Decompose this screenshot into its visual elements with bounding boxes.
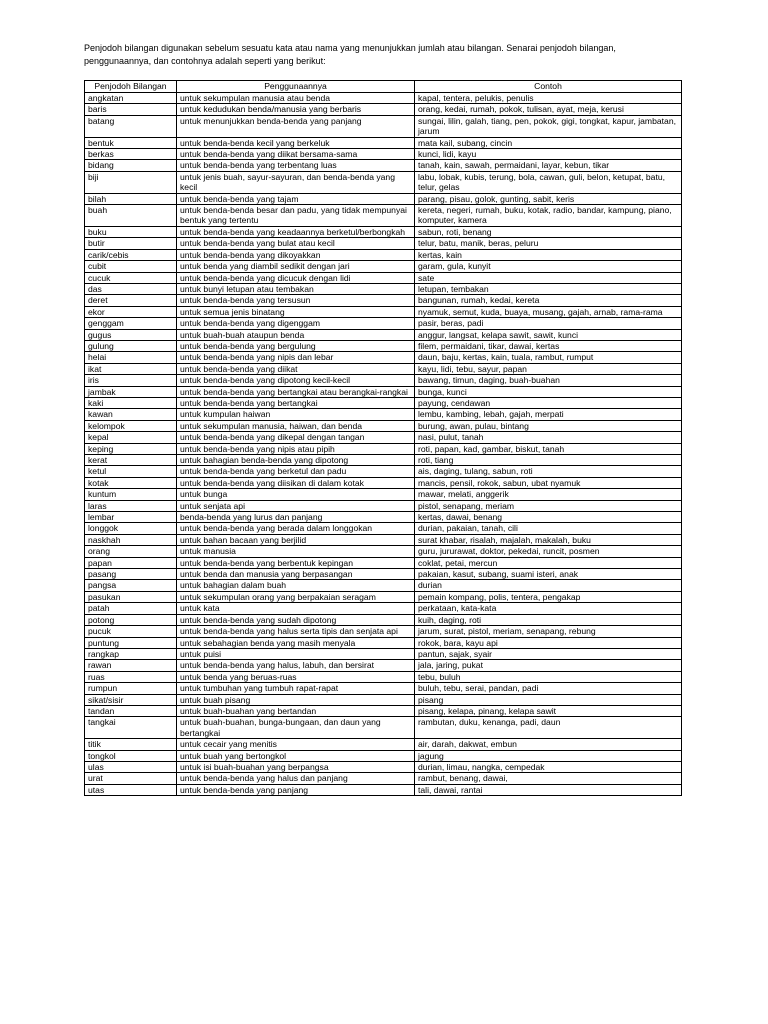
contoh-cell: mawar, melati, anggerik — [415, 489, 682, 500]
penjodoh-bilangan-cell: patah — [85, 603, 177, 614]
table-row — [85, 249, 682, 260]
penggunaannya-cell: untuk bahan bacaan yang berjilid — [177, 534, 415, 545]
penjodoh-bilangan-cell: kelompok — [85, 420, 177, 431]
contoh-cell: air, darah, dakwat, embun — [415, 739, 682, 750]
table-row — [85, 603, 682, 614]
table-row — [85, 352, 682, 363]
contoh-cell: sate — [415, 272, 682, 283]
contoh-cell: parang, pisau, golok, gunting, sabit, keris — [415, 193, 682, 204]
table-row — [85, 477, 682, 488]
penggunaannya-cell: untuk benda-benda yang berbentuk kepingan — [177, 557, 415, 568]
contoh-cell: jarum, surat, pistol, meriam, senapang, rebung — [415, 626, 682, 637]
penjodoh-bilangan-cell: carik/cebis — [85, 249, 177, 260]
penjodoh-bilangan-cell: ikat — [85, 363, 177, 374]
intro-paragraph: Penjodoh bilangan digunakan sebelum sesuatu kata atau nama yang menunjukkan jumlah atau bilangan. Senarai penjodoh bilangan, penggunaannya, dan contohnya adalah seperti yang berikut: — [84, 43, 616, 66]
penggunaannya-cell: untuk buah-buahan yang bertandan — [177, 705, 415, 716]
penjodoh-bilangan-cell: baris — [85, 104, 177, 115]
table-row — [85, 591, 682, 602]
table-row — [85, 569, 682, 580]
table-row — [85, 739, 682, 750]
penjodoh-bilangan-cell: bentuk — [85, 137, 177, 148]
table-row — [85, 432, 682, 443]
penggunaannya-cell: untuk benda-benda yang dikepal dengan tangan — [177, 432, 415, 443]
penjodoh-bilangan-cell: tandan — [85, 705, 177, 716]
penggunaannya-cell: untuk bahagian benda-benda yang dipotong — [177, 455, 415, 466]
contoh-cell: pakaian, kasut, subang, suami isteri, anak — [415, 569, 682, 580]
contoh-cell: anggur, langsat, kelapa sawit, sawit, kunci — [415, 329, 682, 340]
penjodoh-bilangan-cell: pasukan — [85, 591, 177, 602]
penjodoh-bilangan-cell: ketul — [85, 466, 177, 477]
contoh-cell: guru, jururawat, doktor, pekedai, runcit, posmen — [415, 546, 682, 557]
penjodoh-bilangan-cell: pasang — [85, 569, 177, 580]
penjodoh-bilangan-cell: kawan — [85, 409, 177, 420]
contoh-cell: lembu, kambing, lebah, gajah, merpati — [415, 409, 682, 420]
penjodoh-bilangan-cell: ekor — [85, 306, 177, 317]
contoh-cell: tali, dawai, rantai — [415, 784, 682, 795]
table-row — [85, 295, 682, 306]
table-row — [85, 557, 682, 568]
penggunaannya-cell: untuk tumbuhan yang tumbuh rapat-rapat — [177, 683, 415, 694]
table-row — [85, 386, 682, 397]
contoh-cell: jala, jaring, pukat — [415, 660, 682, 671]
contoh-cell: buluh, tebu, serai, pandan, padi — [415, 683, 682, 694]
contoh-cell: bunga, kunci — [415, 386, 682, 397]
penggunaannya-cell: untuk benda-benda yang bertangkai atau berangkai-rangkai — [177, 386, 415, 397]
penggunaannya-cell: untuk benda-benda yang keadaannya berketul/berbongkah — [177, 226, 415, 237]
penjodoh-bilangan-cell: gugus — [85, 329, 177, 340]
table-row — [85, 306, 682, 317]
penjodoh-bilangan-cell: bilah — [85, 193, 177, 204]
table-row — [85, 784, 682, 795]
penjodoh-bilangan-cell: buah — [85, 205, 177, 227]
penjodoh-bilangan-cell: keping — [85, 443, 177, 454]
table-row — [85, 694, 682, 705]
penggunaannya-cell: untuk kedudukan benda/manusia yang berbaris — [177, 104, 415, 115]
contoh-cell: roti, tiang — [415, 455, 682, 466]
penjodoh-bilangan-cell: rumpun — [85, 683, 177, 694]
penggunaannya-cell: untuk benda-benda yang dicucuk dengan lidi — [177, 272, 415, 283]
penggunaannya-cell: untuk kumpulan haiwan — [177, 409, 415, 420]
contoh-cell: kertas, dawai, benang — [415, 512, 682, 523]
contoh-cell: durian, pakaian, tanah, cili — [415, 523, 682, 534]
contoh-cell: filem, permaidani, tikar, dawai, kertas — [415, 340, 682, 351]
penjodoh-bilangan-cell: deret — [85, 295, 177, 306]
penjodoh-bilangan-cell: puntung — [85, 637, 177, 648]
table-row — [85, 93, 682, 104]
penggunaannya-cell: untuk benda-benda yang terbentang luas — [177, 160, 415, 171]
penjodoh-bilangan-cell: genggam — [85, 318, 177, 329]
contoh-cell: roti, papan, kad, gambar, biskut, tanah — [415, 443, 682, 454]
contoh-cell: coklat, petai, mercun — [415, 557, 682, 568]
column-header-penjodoh-bilangan: Penjodoh Bilangan — [85, 81, 177, 93]
table-row — [85, 637, 682, 648]
penggunaannya-cell: untuk benda-benda yang digenggam — [177, 318, 415, 329]
contoh-cell: daun, baju, kertas, kain, tuala, rambut, rumput — [415, 352, 682, 363]
contoh-cell: pisang, kelapa, pinang, kelapa sawit — [415, 705, 682, 716]
penggunaannya-cell: untuk benda yang diambil sedikit dengan jari — [177, 261, 415, 272]
penggunaannya-cell: untuk buah-buahan, bunga-bungaan, dan daun yang bertangkai — [177, 717, 415, 739]
table-row — [85, 580, 682, 591]
table-row — [85, 318, 682, 329]
penggunaannya-cell: untuk benda-benda yang diikat — [177, 363, 415, 374]
penjodoh-bilangan-cell: utas — [85, 784, 177, 795]
table-row — [85, 523, 682, 534]
contoh-cell: durian, limau, nangka, cempedak — [415, 761, 682, 772]
table-row — [85, 761, 682, 772]
penggunaannya-cell: untuk benda-benda yang bergulung — [177, 340, 415, 351]
contoh-cell: nasi, pulut, tanah — [415, 432, 682, 443]
table-row — [85, 534, 682, 545]
contoh-cell: bawang, timun, daging, buah-buahan — [415, 375, 682, 386]
penjodoh-bilangan-cell: potong — [85, 614, 177, 625]
penggunaannya-cell: untuk sekumpulan manusia, haiwan, dan benda — [177, 420, 415, 431]
penggunaannya-cell: untuk benda-benda yang nipis atau pipih — [177, 443, 415, 454]
contoh-cell: rokok, bara, kayu api — [415, 637, 682, 648]
table-row — [85, 397, 682, 408]
penjodoh-bilangan-cell: cubit — [85, 261, 177, 272]
penjodoh-bilangan-cell: biji — [85, 171, 177, 193]
penggunaannya-cell: untuk buah pisang — [177, 694, 415, 705]
penjodoh-bilangan-cell: batang — [85, 115, 177, 137]
penggunaannya-cell: untuk benda-benda yang diikat bersama-sama — [177, 149, 415, 160]
penjodoh-bilangan-cell: laras — [85, 500, 177, 511]
penggunaannya-cell: benda-benda yang lurus dan panjang — [177, 512, 415, 523]
table-row — [85, 614, 682, 625]
table-row — [85, 443, 682, 454]
penggunaannya-cell: untuk benda-benda yang halus serta tipis dan senjata api — [177, 626, 415, 637]
table-row — [85, 455, 682, 466]
penggunaannya-cell: untuk benda-benda yang tajam — [177, 193, 415, 204]
table-row — [85, 489, 682, 500]
table-row — [85, 466, 682, 477]
table-row — [85, 193, 682, 204]
penggunaannya-cell: untuk benda-benda yang tersusun — [177, 295, 415, 306]
penggunaannya-cell: untuk bunyi letupan atau tembakan — [177, 283, 415, 294]
penjodoh-bilangan-cell: kaki — [85, 397, 177, 408]
table-row — [85, 717, 682, 739]
penjodoh-bilangan-cell: sikat/sisir — [85, 694, 177, 705]
penggunaannya-cell: untuk sekumpulan orang yang berpakaian seragam — [177, 591, 415, 602]
contoh-cell: kunci, lidi, kayu — [415, 149, 682, 160]
contoh-cell: mata kail, subang, cincin — [415, 137, 682, 148]
penggunaannya-cell: untuk bunga — [177, 489, 415, 500]
contoh-cell: mancis, pensil, rokok, sabun, ubat nyamuk — [415, 477, 682, 488]
contoh-cell: labu, lobak, kubis, terung, bola, cawan, guli, belon, ketupat, batu, telur, gelas — [415, 171, 682, 193]
table-header-row — [85, 81, 682, 93]
penggunaannya-cell: untuk puisi — [177, 648, 415, 659]
penjodoh-bilangan-cell: urat — [85, 773, 177, 784]
penggunaannya-cell: untuk benda-benda yang dikoyakkan — [177, 249, 415, 260]
table-row — [85, 261, 682, 272]
table-row — [85, 115, 682, 137]
penjodoh-bilangan-cell: longgok — [85, 523, 177, 534]
penggunaannya-cell: untuk bahagian dalam buah — [177, 580, 415, 591]
contoh-cell: pistol, senapang, meriam — [415, 500, 682, 511]
penjodoh-bilangan-cell: tongkol — [85, 750, 177, 761]
penggunaannya-cell: untuk benda-benda yang sudah dipotong — [177, 614, 415, 625]
penggunaannya-cell: untuk senjata api — [177, 500, 415, 511]
contoh-cell: pisang — [415, 694, 682, 705]
table-row — [85, 500, 682, 511]
table-row — [85, 238, 682, 249]
contoh-cell: surat khabar, risalah, majalah, makalah, buku — [415, 534, 682, 545]
table-row — [85, 671, 682, 682]
table-row — [85, 104, 682, 115]
contoh-cell: letupan, tembakan — [415, 283, 682, 294]
contoh-cell: kereta, negeri, rumah, buku, kotak, radio, bandar, kampung, piano, komputer, kamera — [415, 205, 682, 227]
contoh-cell: nyamuk, semut, kuda, buaya, musang, gajah, arnab, rama-rama — [415, 306, 682, 317]
penjodoh-bilangan-cell: kerat — [85, 455, 177, 466]
table-row — [85, 149, 682, 160]
penggunaannya-cell: untuk manusia — [177, 546, 415, 557]
penjodoh-bilangan-cell: buku — [85, 226, 177, 237]
penggunaannya-cell: untuk benda-benda yang nipis dan lebar — [177, 352, 415, 363]
penggunaannya-cell: untuk benda-benda yang dipotong kecil-kecil — [177, 375, 415, 386]
penjodoh-bilangan-cell: ruas — [85, 671, 177, 682]
penggunaannya-cell: untuk buah yang bertongkol — [177, 750, 415, 761]
penggunaannya-cell: untuk benda dan manusia yang berpasangan — [177, 569, 415, 580]
penjodoh-bilangan-cell: kepal — [85, 432, 177, 443]
penggunaannya-cell: untuk buah-buah ataupun benda — [177, 329, 415, 340]
column-header-contoh: Contoh — [415, 81, 682, 93]
penjodoh-bilangan-cell: naskhah — [85, 534, 177, 545]
contoh-cell: pantun, sajak, syair — [415, 648, 682, 659]
penjodoh-bilangan-cell: jambak — [85, 386, 177, 397]
penjodoh-bilangan-cell: butir — [85, 238, 177, 249]
penggunaannya-cell: untuk sekumpulan manusia atau benda — [177, 93, 415, 104]
penggunaannya-cell: untuk benda-benda yang bulat atau kecil — [177, 238, 415, 249]
table-row — [85, 283, 682, 294]
table-row — [85, 160, 682, 171]
penjodoh-bilangan-cell: das — [85, 283, 177, 294]
contoh-cell: tebu, buluh — [415, 671, 682, 682]
penjodoh-bilangan-cell: cucuk — [85, 272, 177, 283]
contoh-cell: telur, batu, manik, beras, peluru — [415, 238, 682, 249]
penggunaannya-cell: untuk kata — [177, 603, 415, 614]
penggunaannya-cell: untuk benda-benda yang berada dalam longgokan — [177, 523, 415, 534]
contoh-cell: rambutan, duku, kenanga, padi, daun — [415, 717, 682, 739]
penjodoh-bilangan-cell: gulung — [85, 340, 177, 351]
penggunaannya-cell: untuk jenis buah, sayur-sayuran, dan benda-benda yang kecil — [177, 171, 415, 193]
table-row — [85, 205, 682, 227]
table-row — [85, 660, 682, 671]
penjodoh-bilangan-cell: ulas — [85, 761, 177, 772]
table-row — [85, 683, 682, 694]
contoh-cell: sabun, roti, benang — [415, 226, 682, 237]
penjodoh-bilangan-cell: pucuk — [85, 626, 177, 637]
table-row — [85, 363, 682, 374]
contoh-cell: bangunan, rumah, kedai, kereta — [415, 295, 682, 306]
table-row — [85, 626, 682, 637]
penjodoh-bilangan-cell: pangsa — [85, 580, 177, 591]
table-body — [85, 93, 682, 796]
contoh-cell: ais, daging, tulang, sabun, roti — [415, 466, 682, 477]
contoh-cell: orang, kedai, rumah, pokok, tulisan, ayat, meja, kerusi — [415, 104, 682, 115]
penggunaannya-cell: untuk benda-benda yang bertangkai — [177, 397, 415, 408]
contoh-cell: sungai, lilin, galah, tiang, pen, pokok, gigi, tongkat, kapur, jambatan, jarum — [415, 115, 682, 137]
table-row — [85, 750, 682, 761]
penjodoh-bilangan-cell: angkatan — [85, 93, 177, 104]
table-row — [85, 773, 682, 784]
penggunaannya-cell: untuk benda-benda yang halus, labuh, dan bersirat — [177, 660, 415, 671]
table-row — [85, 226, 682, 237]
contoh-cell: pasir, beras, padi — [415, 318, 682, 329]
contoh-cell: perkataan, kata-kata — [415, 603, 682, 614]
penjodoh-bilangan-cell: orang — [85, 546, 177, 557]
table-row — [85, 648, 682, 659]
contoh-cell: rambut, benang, dawai, — [415, 773, 682, 784]
table-row — [85, 375, 682, 386]
penggunaannya-cell: untuk benda-benda besar dan padu, yang tidak mempunyai bentuk yang tertentu — [177, 205, 415, 227]
penggunaannya-cell: untuk isi buah-buahan yang berpangsa — [177, 761, 415, 772]
penggunaannya-cell: untuk benda-benda yang halus dan panjang — [177, 773, 415, 784]
table-row — [85, 705, 682, 716]
table-row — [85, 329, 682, 340]
contoh-cell: jagung — [415, 750, 682, 761]
penjodoh-bilangan-table — [84, 80, 682, 796]
penggunaannya-cell: untuk menunjukkan benda-benda yang panjang — [177, 115, 415, 137]
contoh-cell: tanah, kain, sawah, permaidani, layar, kebun, tikar — [415, 160, 682, 171]
contoh-cell: kayu, lidi, tebu, sayur, papan — [415, 363, 682, 374]
contoh-cell: burung, awan, pulau, bintang — [415, 420, 682, 431]
penggunaannya-cell: untuk cecair yang menitis — [177, 739, 415, 750]
contoh-cell: pemain kompang, polis, tentera, pengakap — [415, 591, 682, 602]
penjodoh-bilangan-cell: kotak — [85, 477, 177, 488]
table-row — [85, 137, 682, 148]
table-row — [85, 272, 682, 283]
table-row — [85, 409, 682, 420]
table-row — [85, 512, 682, 523]
table-row — [85, 171, 682, 193]
contoh-cell: payung, cendawan — [415, 397, 682, 408]
penjodoh-bilangan-cell: berkas — [85, 149, 177, 160]
penggunaannya-cell: untuk benda-benda kecil yang berkeluk — [177, 137, 415, 148]
table-row — [85, 340, 682, 351]
penjodoh-bilangan-cell: rawan — [85, 660, 177, 671]
penggunaannya-cell: untuk benda yang beruas-ruas — [177, 671, 415, 682]
penjodoh-bilangan-cell: lembar — [85, 512, 177, 523]
contoh-cell: garam, gula, kunyit — [415, 261, 682, 272]
penjodoh-bilangan-cell: rangkap — [85, 648, 177, 659]
penjodoh-bilangan-cell: tangkai — [85, 717, 177, 739]
penggunaannya-cell: untuk benda-benda yang diisikan di dalam kotak — [177, 477, 415, 488]
penggunaannya-cell: untuk benda-benda yang panjang — [177, 784, 415, 795]
penjodoh-bilangan-cell: bidang — [85, 160, 177, 171]
contoh-cell: kertas, kain — [415, 249, 682, 260]
penggunaannya-cell: untuk sebahagian benda yang masih menyala — [177, 637, 415, 648]
contoh-cell: durian — [415, 580, 682, 591]
penjodoh-bilangan-cell: kuntum — [85, 489, 177, 500]
penggunaannya-cell: untuk semua jenis binatang — [177, 306, 415, 317]
table-row — [85, 546, 682, 557]
column-header-penggunaannya: Penggunaannya — [177, 81, 415, 93]
contoh-cell: kapal, tentera, pelukis, penulis — [415, 93, 682, 104]
penjodoh-bilangan-cell: papan — [85, 557, 177, 568]
penggunaannya-cell: untuk benda-benda yang berketul dan padu — [177, 466, 415, 477]
penjodoh-bilangan-cell: iris — [85, 375, 177, 386]
penjodoh-bilangan-cell: titik — [85, 739, 177, 750]
table-row — [85, 420, 682, 431]
penjodoh-bilangan-cell: helai — [85, 352, 177, 363]
contoh-cell: kuih, daging, roti — [415, 614, 682, 625]
